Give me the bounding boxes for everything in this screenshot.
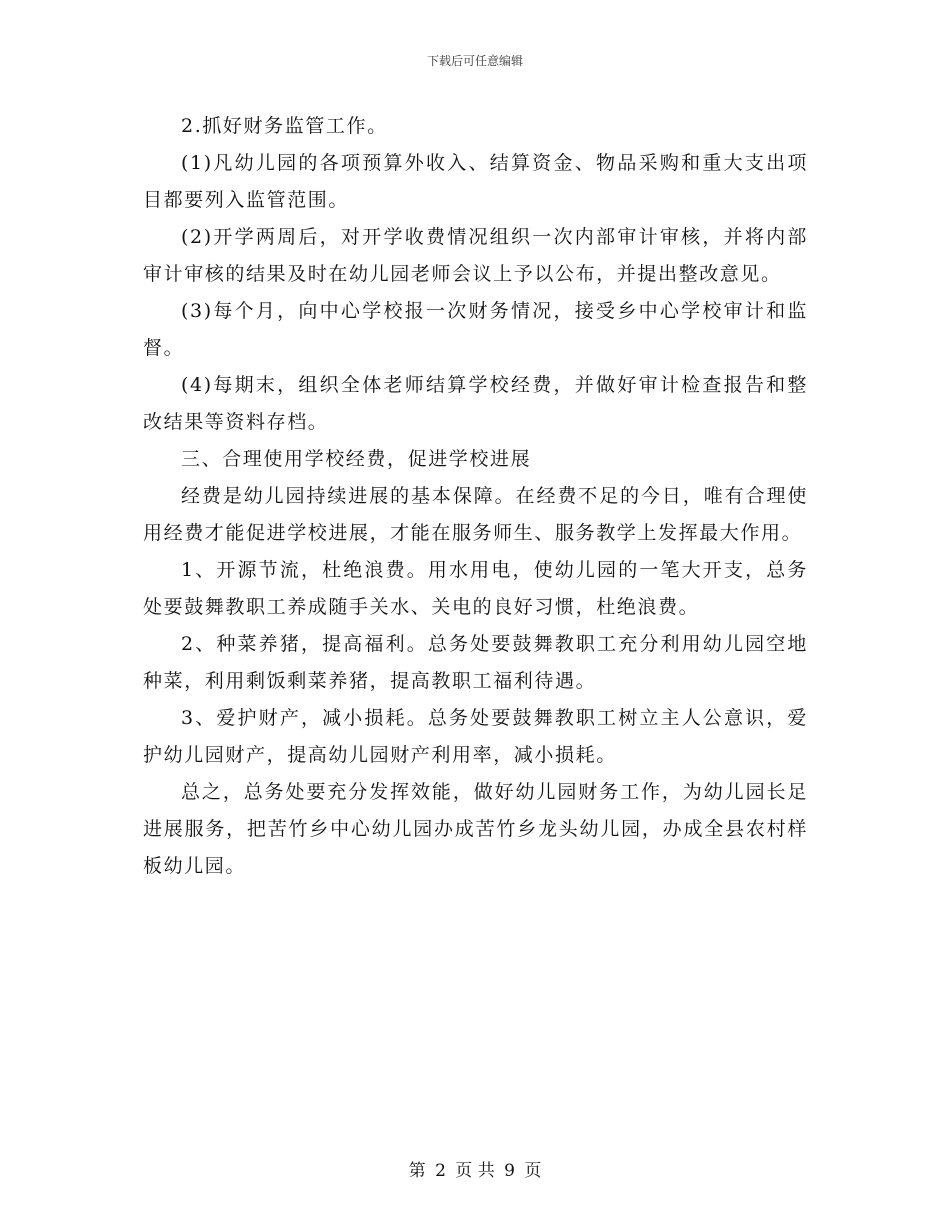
- paragraph-point-3: 3、爱护财产，减小损耗。总务处要鼓舞教职工树立主人公意识，爱护幼儿园财产，提高幼儿园财产利用率，减小损耗。: [143, 707, 808, 766]
- page-footer: [0, 1156, 950, 1181]
- paragraph-item-3: (3)每个月，向中心学校报一次财务情况，接受乡中心学校审计和监督。: [143, 300, 808, 359]
- paragraph-item-1: (1)凡幼儿园的各项预算外收入、结算资金、物品采购和重大支出项目都要列入监管范围。: [143, 152, 808, 211]
- paragraph-item-4: (4)每期末，组织全体老师结算学校经费，并做好审计检查报告和整改结果等资料存档。: [143, 374, 808, 433]
- document-body: [143, 108, 808, 885]
- footer-suffix: 页: [524, 1161, 542, 1181]
- paragraph-item-2: (2)开学两周后，对开学收费情况组织一次内部审计审核，并将内部审计审核的结果及时在幼儿园老师会议上予以公布，并提出整改意见。: [143, 226, 808, 285]
- footer-page-number: 2: [435, 1161, 446, 1181]
- footer-middle: 页 共: [455, 1161, 495, 1181]
- footer-total-pages: 9: [504, 1161, 515, 1181]
- section-3-heading: 三、合理使用学校经费，促进学校进展: [181, 448, 532, 470]
- paragraph-funding-intro: 经费是幼儿园持续进展的基本保障。在经费不足的今日，唯有合理使用经费才能促进学校进展，才能在服务师生、服务教学上发挥最大作用。: [143, 485, 808, 544]
- page-header: 下载后可任意编辑: [426, 54, 523, 68]
- paragraph-section-2-heading: 2.抓好财务监管工作。: [181, 115, 388, 137]
- footer-prefix: 第: [408, 1161, 426, 1181]
- paragraph-conclusion: 总之，总务处要充分发挥效能，做好幼儿园财务工作，为幼儿园长足进展服务，把苦竹乡中心幼儿园办成苦竹乡龙头幼儿园，办成全县农村样板幼儿园。: [143, 781, 808, 877]
- paragraph-point-1: 1、开源节流，杜绝浪费。用水用电，使幼儿园的一笔大开支，总务处要鼓舞教职工养成随手关水、关电的良好习惯，杜绝浪费。: [143, 559, 808, 618]
- paragraph-point-2: 2、种菜养猪，提高福利。总务处要鼓舞教职工充分利用幼儿园空地种菜，利用剩饭剩菜养猪，提高教职工福利待遇。: [143, 633, 808, 692]
